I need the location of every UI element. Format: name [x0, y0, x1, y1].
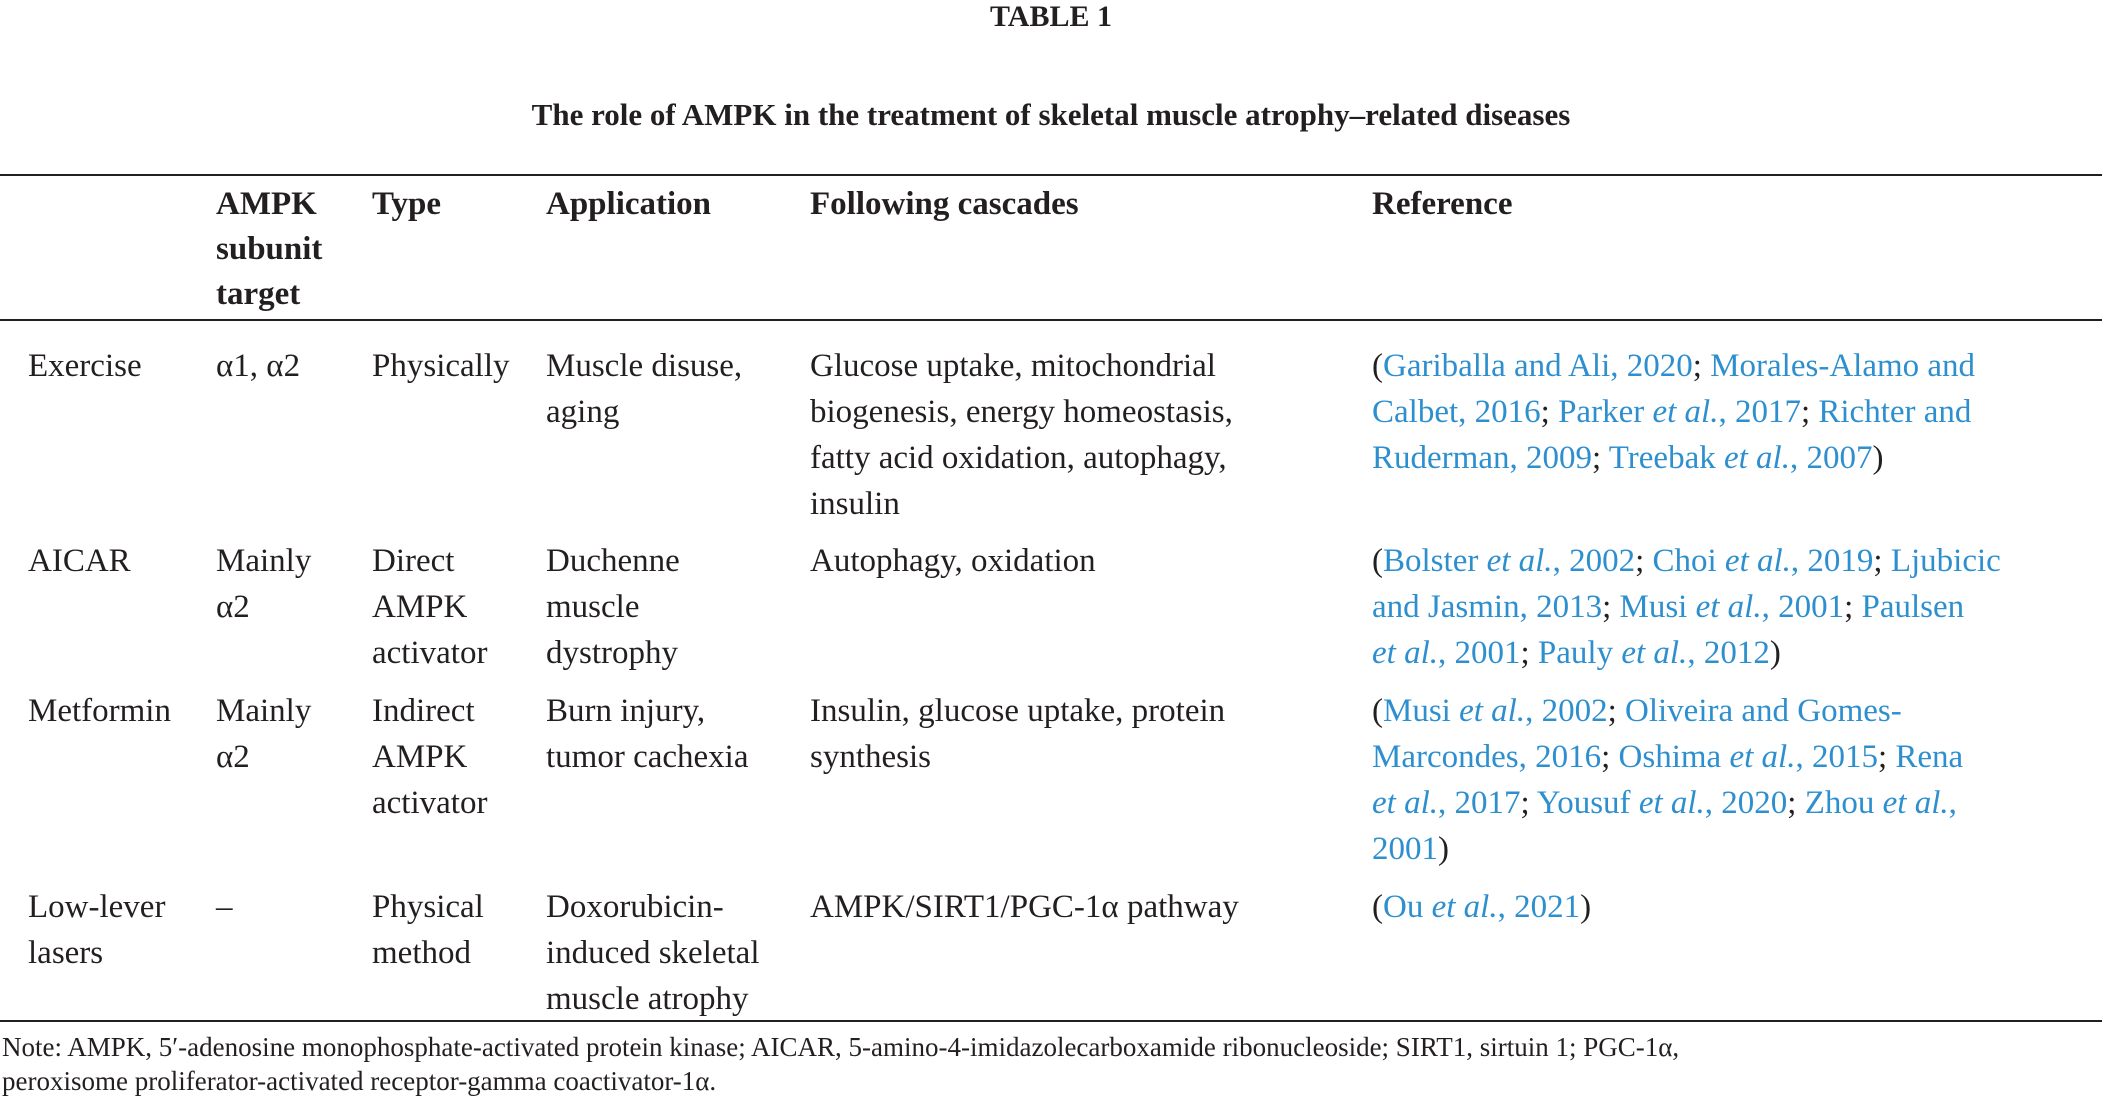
cell-subunit-target — [216, 343, 300, 389]
cell-application — [546, 538, 680, 676]
reference-punctuation: ) — [1580, 889, 1592, 925]
cell-application — [546, 688, 748, 780]
cell-line: activator — [372, 785, 488, 821]
cell-line: synthesis — [810, 739, 932, 775]
cell-reference — [1372, 538, 2001, 676]
cell-line: Mainly — [216, 543, 312, 579]
table-bottom-rule — [0, 1020, 2102, 1022]
header-following-cascades: Following cascades — [810, 186, 1079, 222]
reference-punctuation: ( — [1372, 348, 1383, 384]
cell-line: Physically — [372, 348, 510, 384]
cell-line: Muscle disuse, — [546, 348, 743, 384]
reference-punctuation: ; — [1877, 739, 1896, 775]
citation-link[interactable]: Rena — [1895, 739, 1964, 775]
cell-line: Burn injury, — [546, 693, 706, 729]
citation-link[interactable]: Ruderman, 2009 — [1372, 440, 1592, 476]
citation-link[interactable]: Oliveira and Gomes- — [1625, 693, 1902, 729]
cell-line: biogenesis, energy homeostasis, — [810, 394, 1233, 430]
reference-punctuation: ; — [1607, 693, 1626, 729]
cell-following-cascades — [810, 884, 1239, 930]
citation-link[interactable]: et al. — [1638, 785, 1705, 821]
reference-punctuation: ; — [1800, 394, 1819, 430]
citation-link[interactable]: Paulsen — [1861, 589, 1965, 625]
cell-line: induced skeletal — [546, 935, 760, 971]
reference-punctuation: ( — [1372, 693, 1383, 729]
reference-line — [1372, 435, 1975, 481]
cell-subunit-target — [216, 884, 233, 930]
cell-line: lasers — [28, 935, 104, 971]
reference-line — [1372, 734, 1963, 780]
citation-link[interactable]: Musi — [1383, 693, 1460, 729]
cell-following-cascades — [810, 538, 1096, 584]
cell-line: tumor cachexia — [546, 739, 749, 775]
cell-following-cascades — [810, 343, 1233, 527]
cell-application — [546, 884, 760, 1022]
cell-line: Insulin, glucose uptake, protein — [810, 693, 1226, 729]
cell-application — [546, 343, 742, 435]
reference-punctuation: ; — [1540, 394, 1559, 430]
cell-type — [372, 884, 484, 976]
cell-line: Duchenne — [546, 543, 680, 579]
table-title: The role of AMPK in the treatment of skeletal muscle atrophy–related diseases — [531, 97, 1571, 132]
reference-punctuation: ) — [1438, 831, 1449, 867]
reference-line — [1372, 389, 1975, 435]
citation-link[interactable]: et al. — [1723, 440, 1790, 476]
citation-link[interactable]: , 2002 — [1525, 693, 1608, 729]
cell-subunit-target — [216, 688, 311, 780]
citation-link[interactable]: , 2001 — [1437, 635, 1521, 671]
reference-punctuation: ; — [1873, 543, 1891, 579]
cell-line: Exercise — [28, 348, 142, 384]
reference-punctuation: ( — [1372, 543, 1383, 579]
reference-line — [1372, 780, 1963, 826]
citation-link[interactable]: et al. — [1695, 589, 1762, 625]
citation-link[interactable]: et al. — [1652, 394, 1719, 430]
citation-link[interactable]: Ljubicic — [1890, 543, 2001, 579]
citation-link[interactable]: Choi — [1652, 543, 1725, 579]
cell-line: Doxorubicin- — [546, 889, 724, 925]
header-type: Type — [372, 186, 442, 222]
citation-link[interactable]: et al. — [1882, 785, 1949, 821]
cell-line: fatty acid oxidation, autophagy, — [810, 440, 1227, 476]
citation-link[interactable]: Treebak — [1608, 440, 1724, 476]
cell-name — [28, 884, 165, 976]
citation-link[interactable]: and Jasmin, 2013 — [1372, 589, 1603, 625]
citation-link[interactable]: Morales-Alamo and — [1710, 348, 1976, 384]
header-reference: Reference — [1372, 186, 1513, 222]
table-label: TABLE 1 — [990, 0, 1112, 33]
cell-line: Mainly — [216, 693, 312, 729]
citation-link[interactable]: Marcondes, 2016 — [1372, 739, 1602, 775]
reference-punctuation: ; — [1787, 785, 1805, 821]
reference-line — [1372, 584, 2001, 630]
cell-line: AICAR — [28, 543, 131, 579]
reference-line — [1372, 343, 1975, 389]
header-application: Application — [546, 186, 712, 222]
reference-line — [1372, 630, 2001, 676]
citation-link[interactable]: Pauly — [1537, 635, 1622, 671]
reference-line — [1372, 826, 1963, 872]
cell-line: Direct — [372, 543, 455, 579]
cell-line: Autophagy, oxidation — [810, 543, 1096, 579]
cell-name — [28, 688, 171, 734]
cell-line: method — [372, 935, 471, 971]
citation-link[interactable]: 2001 — [1372, 831, 1438, 867]
cell-subunit-target — [216, 538, 311, 630]
reference-punctuation: ; — [1844, 589, 1862, 625]
reference-punctuation: ; — [1635, 543, 1653, 579]
cell-line: activator — [372, 635, 488, 671]
citation-link[interactable]: Oshima — [1618, 739, 1730, 775]
cell-name — [28, 343, 142, 389]
cell-line: muscle — [546, 589, 640, 625]
citation-link[interactable]: Musi — [1619, 589, 1696, 625]
citation-link[interactable]: et al. — [1372, 785, 1438, 821]
citation-link[interactable]: Richter and — [1818, 394, 1972, 430]
citation-link[interactable]: Zhou — [1804, 785, 1883, 821]
cell-type — [372, 538, 487, 676]
reference-punctuation: ; — [1602, 589, 1620, 625]
citation-link[interactable]: Gariballa and Ali, 2020 — [1383, 348, 1693, 384]
citation-link[interactable]: , 2012 — [1687, 635, 1770, 671]
cell-name — [28, 538, 131, 584]
cell-line: muscle atrophy — [546, 981, 749, 1017]
reference-line — [1372, 688, 1963, 734]
cell-line: AMPK/SIRT1/PGC-1α pathway — [810, 889, 1239, 925]
cell-reference — [1372, 343, 1975, 481]
cell-line: dystrophy — [546, 635, 678, 671]
reference-punctuation: ( — [1372, 889, 1383, 925]
cell-line: α1, α2 — [216, 348, 301, 384]
citation-link[interactable]: et al. — [1372, 635, 1438, 671]
citation-link[interactable]: et al. — [1459, 693, 1526, 729]
cell-reference — [1372, 688, 1963, 872]
reference-line — [1372, 884, 1591, 930]
footnote-line: peroxisome proliferator-activated receptor-gamma coactivator-1α. — [2, 1066, 717, 1096]
citation-link[interactable]: , 2020 — [1704, 785, 1788, 821]
reference-punctuation: ; — [1591, 440, 1609, 476]
cell-reference — [1372, 884, 1591, 930]
cell-line: α2 — [216, 589, 250, 625]
cell-line: – — [216, 889, 233, 925]
citation-link[interactable]: , 2007 — [1789, 440, 1873, 476]
citation-link[interactable]: , 2021 — [1497, 889, 1581, 925]
cell-line: AMPK — [372, 739, 468, 775]
citation-link[interactable]: et al. — [1729, 739, 1796, 775]
cell-type — [372, 688, 487, 826]
reference-line — [1372, 538, 2001, 584]
citation-link[interactable]: Parker — [1558, 394, 1653, 430]
table-top-rule — [0, 174, 2102, 176]
footnote-line: Note: AMPK, 5′-adenosine monophosphate-activated protein kinase; AICAR, 5-amino-4-imidazolecarboxamide ribonucleoside; SIRT1, sirtuin 1; PGC-1α, — [2, 1032, 1680, 1062]
citation-link[interactable]: , 2017 — [1437, 785, 1521, 821]
reference-punctuation: ) — [1769, 635, 1781, 671]
table-header-rule — [0, 319, 2102, 321]
cell-line: insulin — [810, 486, 900, 522]
cell-line: α2 — [216, 739, 250, 775]
citation-link[interactable]: Ou — [1383, 889, 1432, 925]
header-ampk-subunit-target: AMPK subunit target — [216, 186, 323, 312]
citation-link[interactable]: et al. — [1431, 889, 1498, 925]
reference-punctuation: ; — [1520, 785, 1537, 821]
citation-link[interactable]: et al. — [1621, 635, 1688, 671]
reference-punctuation: ; — [1601, 739, 1619, 775]
reference-punctuation: ; — [1692, 348, 1711, 384]
citation-link[interactable]: Yousuf — [1536, 785, 1639, 821]
cell-line: aging — [546, 394, 620, 430]
citation-link[interactable]: , — [1948, 785, 1957, 821]
citation-link[interactable]: , 2002 — [1552, 543, 1636, 579]
citation-link[interactable]: , 2001 — [1761, 589, 1845, 625]
citation-link[interactable]: , 2017 — [1718, 394, 1801, 430]
citation-link[interactable]: Calbet, 2016 — [1372, 394, 1541, 430]
citation-link[interactable]: Bolster — [1383, 543, 1487, 579]
cell-line: Metformin — [28, 693, 171, 729]
reference-punctuation: ; — [1520, 635, 1538, 671]
cell-type — [372, 343, 510, 389]
cell-line: Physical — [372, 889, 484, 925]
cell-line: Glucose uptake, mitochondrial — [810, 348, 1216, 384]
citation-link[interactable]: et al. — [1486, 543, 1553, 579]
citation-link[interactable]: , 2019 — [1790, 543, 1874, 579]
table-footnote — [2, 1030, 2100, 1098]
reference-punctuation: ) — [1872, 440, 1884, 476]
cell-line: Low-lever — [28, 889, 166, 925]
cell-line: Indirect — [372, 693, 475, 729]
cell-following-cascades — [810, 688, 1225, 780]
citation-link[interactable]: , 2015 — [1795, 739, 1878, 775]
citation-link[interactable]: et al. — [1724, 543, 1791, 579]
cell-line: AMPK — [372, 589, 468, 625]
